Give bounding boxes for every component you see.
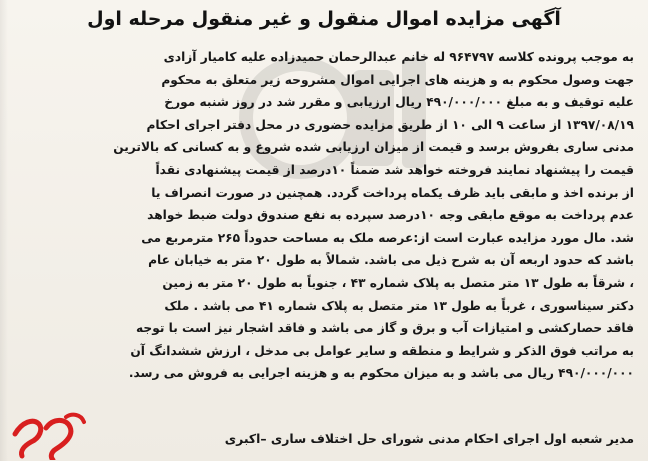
notice-line: به مراتب فوق الذکر و شرایط و منطقه و سایر عوامل بی مدخل ، ارزش ششدانگ آن: [130, 343, 634, 358]
notice-line: از برنده اخذ و مابقی باید ظرف یکماه پرداخت گردد. همچنین در صورت انصراف یا: [151, 185, 634, 200]
notice-line: ۴۹۰/۰۰۰/۰۰۰ ریال می باشد و به میزان محکوم به و هزینه اجرایی به فروش می رسد.: [128, 366, 634, 381]
notice-line: مدنی ساری بفروش برسد و قیمت از میزان ارزیابی شده شروع و به کسانی که بالاترین: [113, 140, 634, 155]
notice-line: عدم پرداخت به موقع مابقی وجه ۱۰درصد سپرده به نفع صندوق دولت ضبط خواهد: [147, 208, 634, 223]
page-edge-shadow: [0, 0, 8, 461]
notice-title: آگهی مزایده اموال منقول و غیر منقول مرحله اول: [87, 8, 561, 30]
notice-line: دکتر سیناسوری ، غرباً به طول ۱۳ متر متصل به پلاک شماره ۴۱ می باشد . ملک: [164, 298, 634, 313]
notice-body: [14, 46, 634, 385]
notice-line: قیمت را پیشنهاد نمایند فروخته خواهد شد ضمناً ۱۰درصد از قیمت پیشنهادی نقداً: [155, 162, 634, 177]
notice-line: ، شرقاً به طول ۱۳ متر متصل به پلاک شماره ۴۳ ، جنوباً به طول ۲۰ متر به زمین: [162, 275, 634, 290]
notice-line: فاقد حصارکشی و امتیازات آب و برق و گاز می باشد و فاقد اشجار نیز است با توجه: [136, 321, 634, 336]
notice-line: علیه توقیف و به مبلغ ۴۹۰/۰۰۰/۰۰۰ ریال ارزیابی و مقرر شد در روز شنبه مورخ: [164, 95, 634, 110]
notice-line: ۱۳۹۷/۰۸/۱۹ از ساعت ۹ الی ۱۰ از طریق مزایده حضوری در محل دفتر اجرای احکام: [146, 117, 634, 132]
signature-line: مدیر شعبه اول اجرای احکام مدنی شورای حل اختلاف ساری –اکبری: [224, 431, 634, 446]
notice-line: باشد که حدود اربعه آن به شرح ذیل می باشد. شمالاً به طول ۲۰ متر به خیابان عام: [148, 253, 634, 268]
notice-line: جهت وصول محکوم به و هزینه های اجرایی اموال مشروحه زیر متعلق به محکوم: [161, 72, 634, 87]
notice-line: شد. مال مورد مزایده عبارت است از:عرصه ملک به مساحت حدوداً ۲۶۵ مترمربع می: [141, 230, 634, 245]
notice-line: به موجب پرونده کلاسه ۹۶۴۷۹۷ له خانم عبدالرحمان حمیدزاده علیه کامیار آزادی: [163, 50, 634, 64]
